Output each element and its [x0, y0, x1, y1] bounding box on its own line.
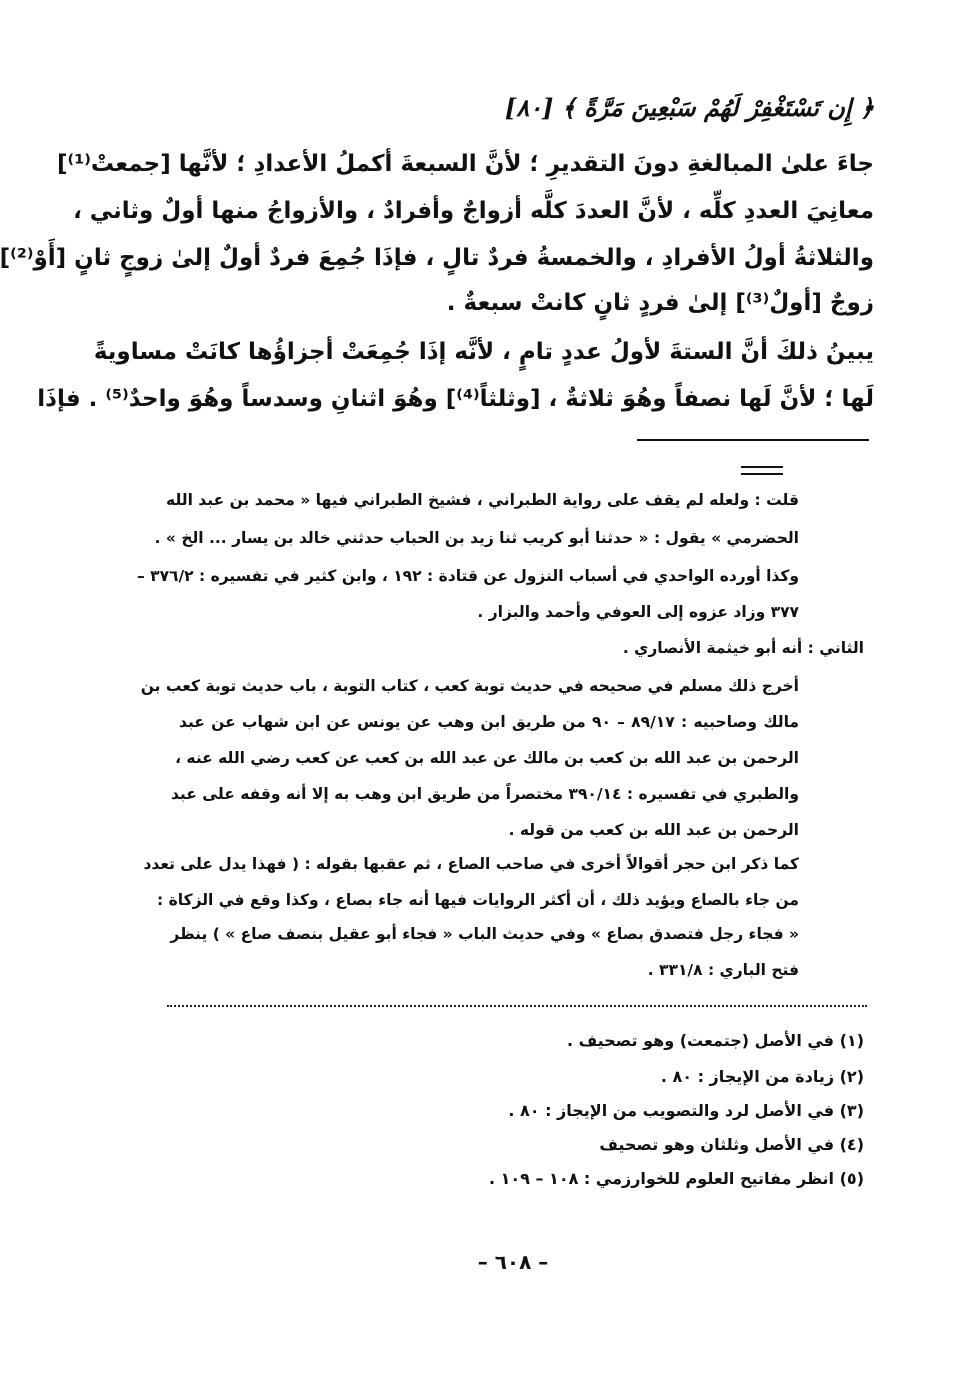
main-text-line: معانِيَ العددِ كلِّه ، لأنَّ العددَ كلَّه أزواجٌ وأفرادٌ ، والأزواجُ منها أولٌ وثاني ، — [73, 198, 874, 224]
footnote-separator — [741, 466, 783, 475]
footnote-line: أخرج ذلك مسلم في صحيحه في حديث توبة كعب ، كتاب التوبة ، باب حديث توبة كعب بن — [140, 677, 799, 695]
note-5: (٥) انظر مفاتيح العلوم للخوارزمي : ١٠٨ – ١٠٩ . — [488, 1169, 864, 1188]
main-text-line: لَها ؛ لأنَّ لَها نصفاً وهُوَ ثلاثةٌ ، [وثلثاً⁽⁴⁾] وهُوَ اثنانِ وسدساً وهُوَ واحدٌ⁽⁵⁾ . فإذَا — [37, 386, 874, 412]
footnote-line: الرحمن بن عبد الله بن كعب من قوله . — [508, 821, 799, 839]
footnote-line: فتح الباري : ٣٣١/٨ . — [647, 961, 799, 979]
footnote-heading: الثاني : أنه أبو خيثمة الأنصاري . — [622, 639, 864, 657]
verse-heading — [144, 88, 874, 128]
verse-text: ﴿ إِن تَسْتَغْفِرْ لَهُمْ سَبْعِينَ مَرَّةً ﴾ [٨٠] — [504, 93, 874, 122]
footnote-line: من جاء بالصاع ويؤيد ذلك ، أن أكثر الروايات فيها أنه جاء بصاع ، وكذا وقع في الزكاة : — [157, 891, 799, 909]
main-text-line: والثلاثةُ أولُ الأفرادِ ، والخمسةُ فردٌ تالٍ ، فإذَا جُمِعَ فردٌ أولٌ إلىٰ زوجٍ ثانٍ [أَوْ⁽²⁾] — [0, 245, 874, 271]
note-4: (٤) في الأصل وثلثان وهو تصحيف — [599, 1135, 864, 1154]
main-text-line: يبينُ ذلكَ أنَّ الستةَ لأولُ عددٍ تامٍ ، لأنَّه إذَا جُمِعَتْ أجزاؤُها كانَتْ مساويةً — [93, 339, 874, 365]
main-text-line: زوجٌ [أولٌ⁽³⁾] إلىٰ فردٍ ثانٍ كانتْ سبعةٌ . — [446, 290, 874, 316]
footnote-line: والطبري في تفسيره : ٣٩٠/١٤ مختصراً من طريق ابن وهب به إلا أنه وقفه على عبد — [170, 785, 799, 803]
footnote-line: وكذا أورده الواحدي في أسباب النزول عن قتادة : ١٩٢ ، وابن كثير في تفسيره : ٣٧٦/٢ – — [136, 567, 799, 585]
text-separator — [637, 439, 869, 441]
note-1: (١) في الأصل (جتمعت) وهو تصحيف . — [566, 1031, 864, 1050]
footnote-line: مالك وصاحبيه : ٨٩/١٧ – ٩٠ من طريق ابن وهب عن يونس عن ابن شهاب عن عبد — [179, 713, 799, 731]
main-text-line: جاءَ علىٰ المبالغةِ دونَ التقديرِ ؛ لأنَّ السبعةَ أكملُ الأعدادِ ؛ لأنَّها [جمعتْ⁽¹⁾] — [57, 151, 874, 177]
page-number: – ٦٠٨ – — [477, 1250, 549, 1274]
footnote-line: « فجاء رجل فتصدق بصاع » وفي حديث الباب « فجاء أبو عقيل بنصف صاع » ) ينظر — [170, 925, 799, 943]
notes-separator — [167, 1005, 867, 1007]
footnote-line: ٣٧٧ وزاد عزوه إلى العوفي وأحمد والبزار . — [477, 603, 799, 621]
note-3: (٣) في الأصل لرد والتصويب من الإيجاز : ٨٠ . — [508, 1101, 864, 1120]
footnote-line: الحضرمي » يقول : « حدثنا أبو كريب ثنا زيد بن الحباب حدثني خالد بن يسار ... الخ » . — [154, 529, 799, 547]
footnote-line: الرحمن بن عبد الله بن كعب بن مالك عن عبد الله بن كعب عن كعب رضي الله عنه ، — [175, 749, 799, 767]
footnote-line: قلت : ولعله لم يقف على رواية الطبراني ، فشيخ الطبراني فيها « محمد بن عبد الله — [166, 491, 799, 509]
footnote-line: كما ذكر ابن حجر أقوالاً أخرى في صاحب الصاع ، ثم عقبها بقوله : ( فهذا يدل على تعدد — [143, 855, 799, 873]
note-2: (٢) زيادة من الإيجاز : ٨٠ . — [660, 1067, 864, 1086]
